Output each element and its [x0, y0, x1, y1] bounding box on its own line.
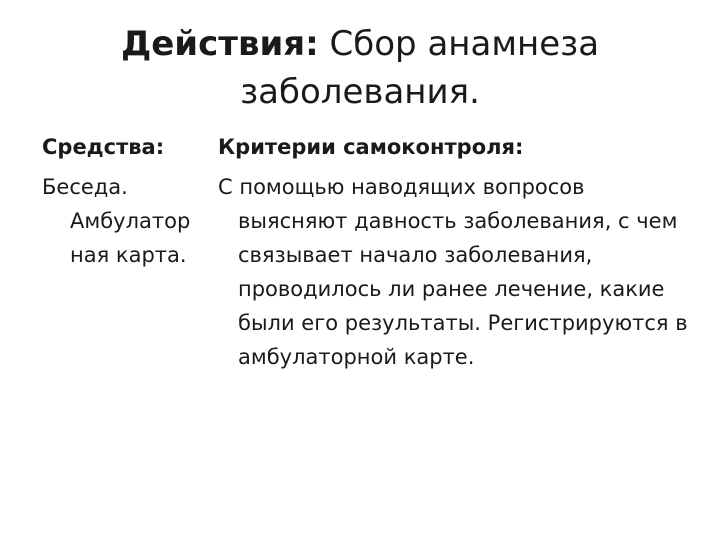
title-bold-part: Действия: — [120, 24, 319, 64]
means-column — [42, 130, 212, 272]
slide-title — [40, 20, 680, 116]
means-heading: Средства: — [42, 135, 165, 159]
title-rest: Сбор анамнеза заболевания. — [240, 24, 600, 112]
criteria-column — [218, 130, 698, 374]
means-text: Беседа. Амбулатор ная карта. — [42, 175, 191, 267]
criteria-heading: Критерии самоконтроля: — [218, 135, 524, 159]
criteria-text: С помощью наводящих вопросов выясняют давность заболевания, с чем связывает начало заболевания, проводилось ли ранее лечение, какие были его результаты. Регистрируются в амбулаторной карте. — [218, 175, 688, 369]
